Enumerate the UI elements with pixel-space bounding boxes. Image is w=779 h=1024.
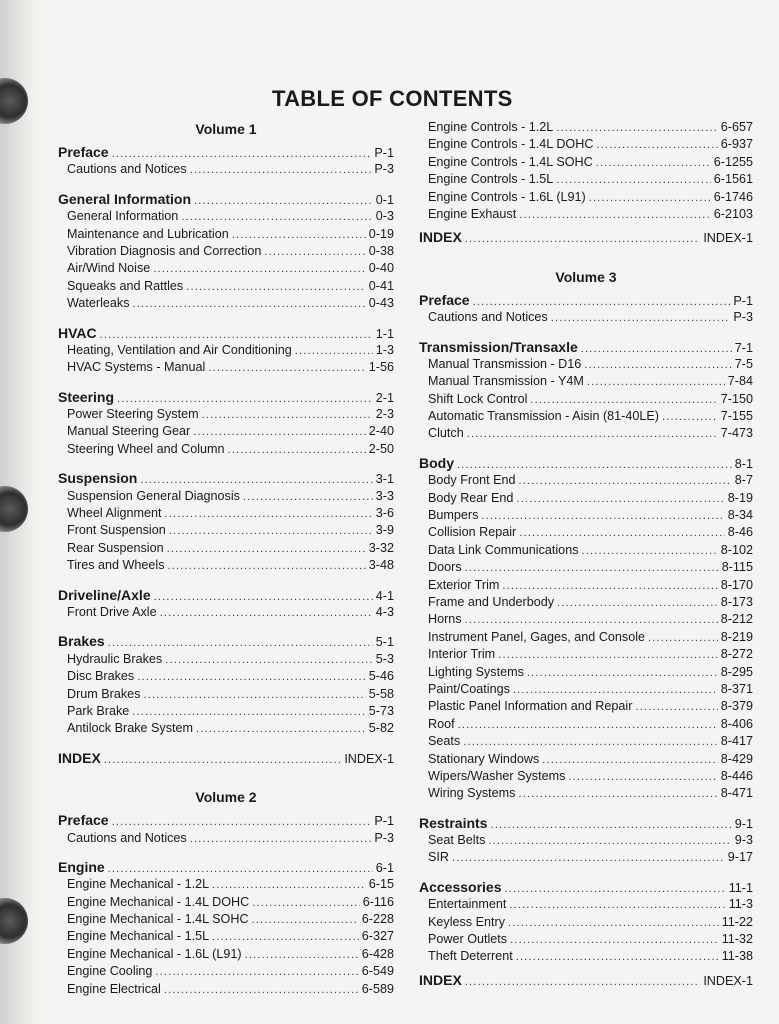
toc-entry: Engine Controls - 1.4L DOHC ..... 6-937 [419, 136, 753, 153]
toc-entry: Rear Suspension ..... 3-32 [58, 540, 394, 557]
toc-entry: Wiring Systems ..... 8-471 [419, 785, 753, 802]
toc-section-driveline-axle: Driveline/Axle ..... 4-1 [58, 587, 394, 604]
toc-entry: Plastic Panel Information and Repair ..... 8-379 [419, 698, 753, 715]
toc-entry: Engine Controls - 1.4L SOHC ..... 6-1255 [419, 154, 753, 171]
toc-entry: Power Outlets ..... 11-32 [419, 931, 753, 948]
toc-entry: Maintenance and Lubrication ..... 0-19 [58, 226, 394, 243]
toc-entry: Steering Wheel and Column ..... 2-50 [58, 441, 394, 458]
toc-section-hvac: HVAC ..... 1-1 [58, 325, 394, 342]
toc-entry: Engine Mechanical - 1.6L (L91) ..... 6-428 [58, 946, 394, 963]
toc-entry: Engine Mechanical - 1.4L DOHC ..... 6-116 [58, 894, 394, 911]
toc-section-preface: Preface ..... P-1 [419, 292, 753, 309]
toc-section-preface: Preface ..... P-1 [58, 812, 394, 829]
toc-entry: Drum Brakes ..... 5-58 [58, 686, 394, 703]
volume-3-heading: Volume 3 [555, 268, 617, 285]
toc-entry: Wheel Alignment ..... 3-6 [58, 505, 394, 522]
toc-entry: Heating, Ventilation and Air Conditioning ..... 1-3 [58, 342, 394, 359]
toc-entry: Suspension General Diagnosis ..... 3-3 [58, 488, 394, 505]
toc-entry: Front Suspension ..... 3-9 [58, 522, 394, 539]
toc-entry: Antilock Brake System ..... 5-82 [58, 720, 394, 737]
toc-entry: Engine Electrical ..... 6-589 [58, 981, 394, 998]
toc-entry: Air/Wind Noise ..... 0-40 [58, 260, 394, 277]
toc-entry: Engine Mechanical - 1.2L ..... 6-15 [58, 876, 394, 893]
toc-entry: Theft Deterrent ..... 11-38 [419, 948, 753, 965]
toc-entry: Seat Belts ..... 9-3 [419, 832, 753, 849]
toc-entry: Front Drive Axle ..... 4-3 [58, 604, 394, 621]
toc-entry: Squeaks and Rattles ..... 0-41 [58, 278, 394, 295]
toc-section-restraints: Restraints ..... 9-1 [419, 815, 753, 832]
toc-entry: Disc Brakes ..... 5-46 [58, 668, 394, 685]
toc-entry: Seats ..... 8-417 [419, 733, 753, 750]
toc-entry: Tires and Wheels ..... 3-48 [58, 557, 394, 574]
toc-entry: HVAC Systems - Manual ..... 1-56 [58, 359, 394, 376]
toc-entry: Hydraulic Brakes ..... 5-3 [58, 651, 394, 668]
toc-entry: Instrument Panel, Gages, and Console ..... 8-219 [419, 629, 753, 646]
toc-entry: Frame and Underbody ..... 8-173 [419, 594, 753, 611]
toc-entry: Collision Repair ..... 8-46 [419, 524, 753, 541]
toc-entry: Engine Controls - 1.5L ..... 6-1561 [419, 171, 753, 188]
toc-entry: Exterior Trim ..... 8-170 [419, 577, 753, 594]
toc-entry: Cautions and Notices ..... P-3 [58, 830, 394, 847]
toc-entry: Manual Transmission - Y4M ..... 7-84 [419, 373, 753, 390]
toc-section-general-information: General Information ..... 0-1 [58, 191, 394, 208]
volume-1-heading: Volume 1 [195, 121, 257, 137]
toc-entry: Engine Mechanical - 1.5L ..... 6-327 [58, 928, 394, 945]
toc-entry: Cautions and Notices ..... P-3 [58, 161, 394, 178]
toc-entry: Manual Transmission - D16 ..... 7-5 [419, 356, 753, 373]
toc-index-volume-3: INDEX ..... INDEX-1 [419, 972, 753, 989]
toc-entry: Doors ..... 8-115 [419, 559, 753, 576]
toc-index-volume-1: INDEX ..... INDEX-1 [58, 750, 394, 767]
toc-entry: Engine Controls - 1.2L ..... 6-657 [419, 119, 753, 136]
toc-entry: Power Steering System ..... 2-3 [58, 406, 394, 423]
toc-entry: General Information ..... 0-3 [58, 208, 394, 225]
toc-entry: Keyless Entry ..... 11-22 [419, 914, 753, 931]
toc-entry: Engine Cooling ..... 6-549 [58, 963, 394, 980]
toc-entry: Manual Steering Gear ..... 2-40 [58, 423, 394, 440]
toc-entry: Engine Exhaust ..... 6-2103 [419, 206, 753, 223]
toc-section-suspension: Suspension ..... 3-1 [58, 470, 394, 487]
toc-entry: Clutch ..... 7-473 [419, 425, 753, 442]
right-column [419, 119, 753, 989]
toc-entry: Data Link Communications ..... 8-102 [419, 542, 753, 559]
toc-section-transmission-transaxle: Transmission/Transaxle ..... 7-1 [419, 339, 753, 356]
toc-section-preface: Preface ..... P-1 [58, 144, 394, 161]
toc-entry: Entertainment ..... 11-3 [419, 896, 753, 913]
toc-entry: Body Front End ..... 8-7 [419, 472, 753, 489]
toc-entry: Engine Mechanical - 1.4L SOHC ..... 6-228 [58, 911, 394, 928]
toc-entry: Vibration Diagnosis and Correction ..... 0-38 [58, 243, 394, 260]
toc-entry: SIR ..... 9-17 [419, 849, 753, 866]
page-title: TABLE OF CONTENTS [272, 86, 513, 111]
left-column [58, 121, 394, 998]
toc-entry: Wipers/Washer Systems ..... 8-446 [419, 768, 753, 785]
toc-entry: Bumpers ..... 8-34 [419, 507, 753, 524]
toc-entry: Horns ..... 8-212 [419, 611, 753, 628]
toc-section-brakes: Brakes ..... 5-1 [58, 633, 394, 650]
toc-entry: Roof ..... 8-406 [419, 716, 753, 733]
toc-entry: Body Rear End ..... 8-19 [419, 490, 753, 507]
toc-entry: Stationary Windows ..... 8-429 [419, 751, 753, 768]
toc-entry: Engine Controls - 1.6L (L91) ..... 6-1746 [419, 189, 753, 206]
toc-entry: Automatic Transmission - Aisin (81-40LE) ..... 7-155 [419, 408, 753, 425]
toc-entry: Lighting Systems ..... 8-295 [419, 664, 753, 681]
toc-section-engine: Engine ..... 6-1 [58, 859, 394, 876]
toc-section-steering: Steering ..... 2-1 [58, 389, 394, 406]
toc-entry: Interior Trim ..... 8-272 [419, 646, 753, 663]
toc-section-accessories: Accessories ..... 11-1 [419, 879, 753, 896]
toc-index-volume-2: INDEX ..... INDEX-1 [419, 229, 753, 246]
toc-section-body: Body ..... 8-1 [419, 455, 753, 472]
toc-entry: Cautions and Notices ..... P-3 [419, 309, 753, 326]
toc-entry: Shift Lock Control ..... 7-150 [419, 391, 753, 408]
volume-2-heading: Volume 2 [195, 789, 257, 806]
toc-entry: Park Brake ..... 5-73 [58, 703, 394, 720]
toc-entry: Paint/Coatings ..... 8-371 [419, 681, 753, 698]
toc-entry: Waterleaks ..... 0-43 [58, 295, 394, 312]
